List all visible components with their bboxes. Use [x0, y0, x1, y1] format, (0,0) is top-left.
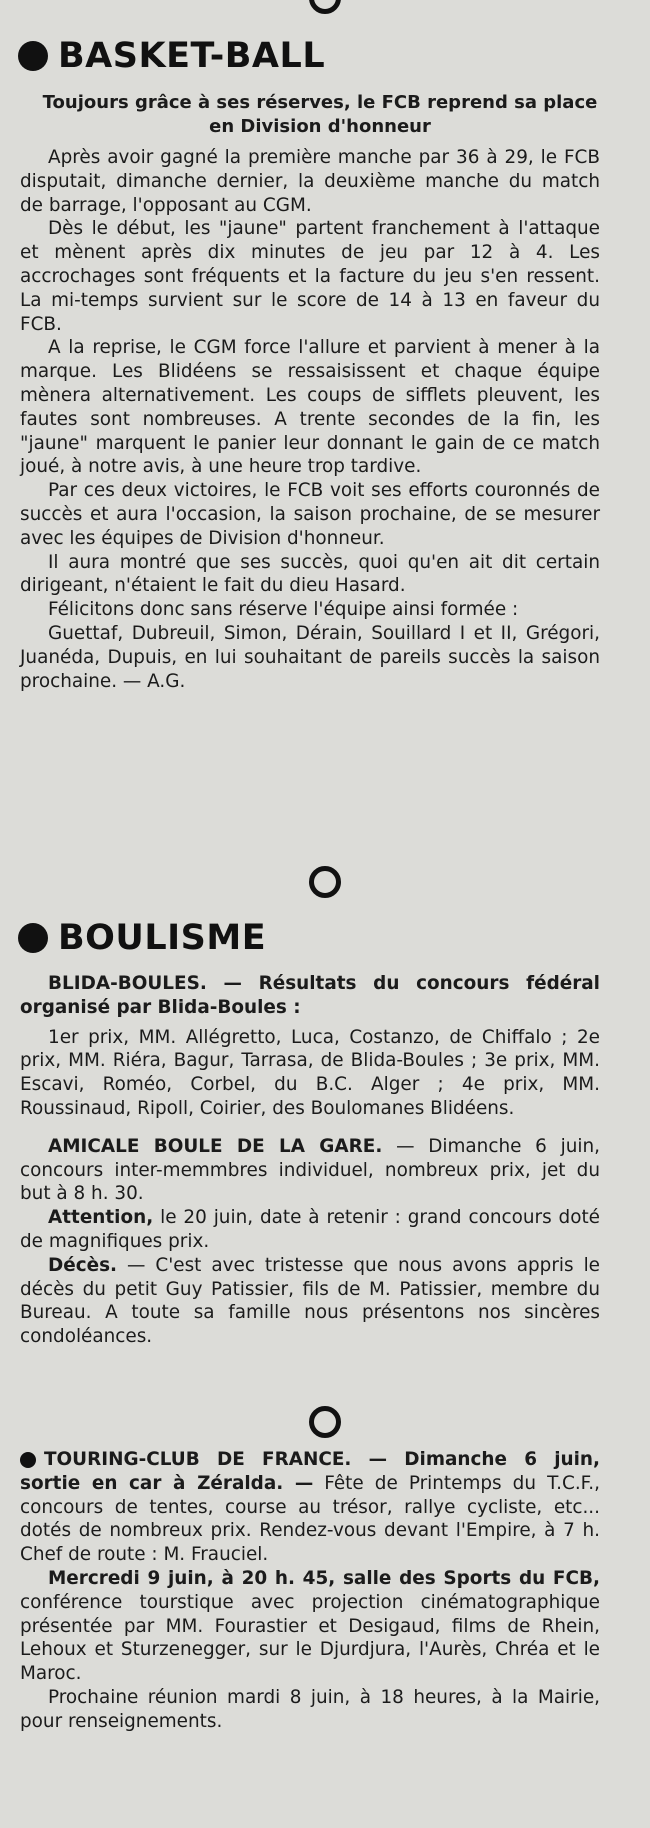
boulisme-heading-text: BOULISME: [58, 918, 267, 958]
amicale-paragraph: [20, 1135, 600, 1206]
bullet-icon: [18, 41, 48, 71]
touring-article: [20, 1448, 600, 1734]
basket-paragraph: Il aura montré que ses succès, quoi qu'en ait dit certain dirigeant, n'étaient le fait du dieu Hasard.: [20, 551, 600, 597]
attention-title: Attention,: [48, 1207, 154, 1229]
basket-paragraph: A la reprise, le CGM force l'allure et parvient à mener à la marque. Les Blidéens se ressaisissent et chaque équipe mènera alternativement. Les coups de sifflets pleuvent, les fautes sont nombreuses. A trente secondes de la fin, les "jaune" marquent le panier leur donnant le gain de ce match joué, à notre avis, à une heure trop tardive.: [20, 337, 600, 478]
boulisme-heading: [18, 918, 266, 958]
conference-text: conférence tourstique avec projection cinématographique présentée par MM. Fourastier et Desigaud, films de Rhein, Lehoux et Sturzenegger, sur le Djurdjura, l'Aurès, Chréa et le Maroc.: [20, 1591, 600, 1685]
basket-paragraph: Dès le début, les "jaune" partent franchement à l'attaque et mènent après dix minutes de jeu par 12 à 4. Les accrochages sont fréquents et la facture du jeu s'en ressent. La mi-temps survient sur le score de 14 à 13 en faveur du FCB.: [20, 218, 600, 335]
bullet-icon: [20, 1452, 36, 1468]
attention-paragraph: [20, 1206, 600, 1254]
deces-title: Décès.: [48, 1254, 118, 1276]
amicale-title: AMICALE BOULE DE LA GARE.: [48, 1135, 383, 1157]
separator-circle: [309, 866, 341, 898]
boulisme-results: 1er prix, MM. Allégretto, Luca, Costanzo, de Chiffalo ; 2e prix, MM. Riéra, Bagur, Tarrasa, de Blida-Boules ; 3e prix, MM. Escavi, Roméo, Corbel, du B.C. Alger ; 4e prix, MM. Roussinaud, Ripoll, Coirier, des Boulomanes Blidéens.: [20, 1026, 600, 1119]
basket-heading: [18, 36, 325, 76]
touring-text: Fête de Printemps du T.C.F., concours de tentes, course au trésor, rallye cycliste, etc... dotés de nombreux prix. Rendez-vous devant l'Empire, à 7 h. Chef de route : M. Frauciel.: [20, 1472, 600, 1566]
touring-title: TOURING-CLUB DE FRANCE. — Dimanche 6 juin, sortie en car à Zéralda. —: [20, 1449, 600, 1494]
separator-circle-top: [309, 0, 341, 14]
basket-paragraph: Par ces deux victoires, le FCB voit ses efforts couronnés de succès et aura l'occasion, la saison prochaine, de se mesurer avec les équipes de Division d'honneur.: [20, 480, 600, 549]
touring-paragraph: [20, 1567, 600, 1686]
boulisme-intro: BLIDA-BOULES. — Résultats du concours fédéral organisé par Blida-Boules :: [20, 973, 600, 1018]
basket-subtitle: Toujours grâce à ses réserves, le FCB reprend sa place en Division d'honneur: [42, 92, 598, 137]
touring-paragraph: Prochaine réunion mardi 8 juin, à 18 heures, à la Mairie, pour renseignements.: [20, 1686, 600, 1732]
deces-paragraph: [20, 1254, 600, 1349]
boulisme-article: [20, 972, 600, 1349]
amicale-text: — Dimanche 6 juin, concours inter-memmbres individuel, nombreux prix, jet du but à 8 h. 30.: [20, 1135, 601, 1205]
touring-paragraph: [20, 1448, 600, 1567]
bullet-icon: [18, 923, 48, 953]
basket-paragraph: Après avoir gagné la première manche par 36 à 29, le FCB disputait, dimanche dernier, la deuxième manche du match de barrage, l'opposant au CGM.: [20, 147, 600, 216]
attention-text: le 20 juin, date à retenir : grand concours doté de magnifiques prix.: [20, 1207, 600, 1252]
basket-paragraph: Guettaf, Dubreuil, Simon, Dérain, Souillard I et II, Grégori, Juanéda, Dupuis, en lui souhaitant de pareils succès la saison prochaine. — A.G.: [20, 622, 600, 692]
separator-circle: [309, 1406, 341, 1438]
conference-title: Mercredi 9 juin, à 20 h. 45, salle des Sports du FCB,: [48, 1567, 600, 1589]
basket-heading-text: BASKET-BALL: [58, 36, 326, 76]
deces-text: — C'est avec tristesse que nous avons appris le décès du petit Guy Patissier, fils de M. Patissier, membre du Bureau. A toute sa famille nous présentons nos sincères condoléances.: [20, 1254, 600, 1348]
basket-paragraph: Félicitons donc sans réserve l'équipe ainsi formée :: [48, 599, 519, 621]
basket-article: [20, 146, 600, 693]
